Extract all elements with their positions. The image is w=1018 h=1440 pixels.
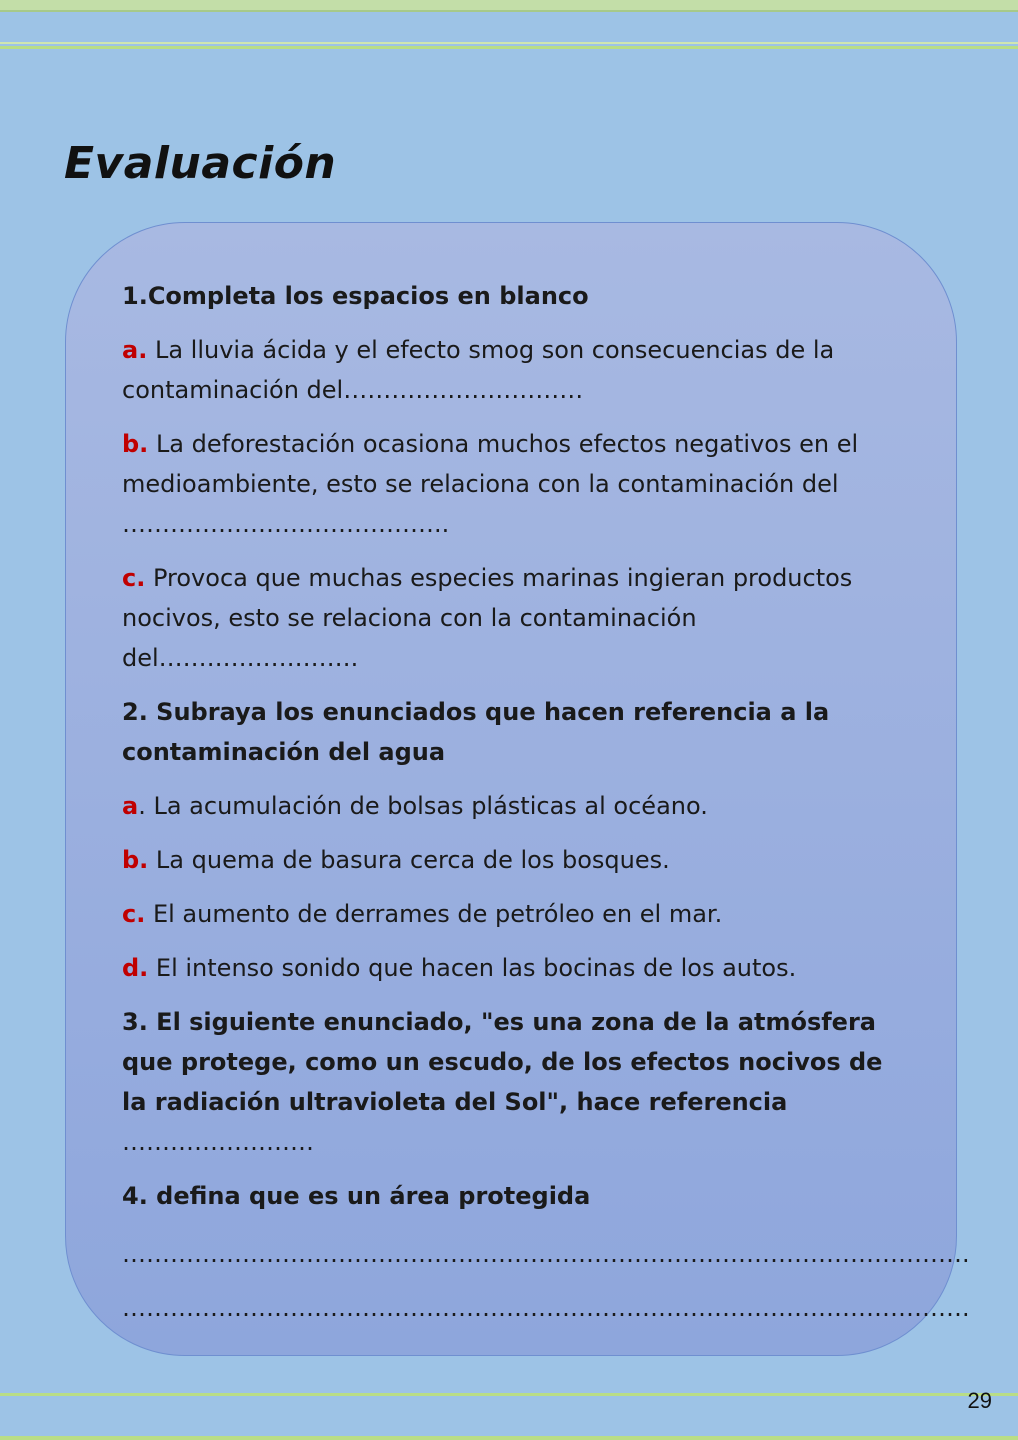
- item-text: La quema de basura cerca de los bosques.: [148, 846, 670, 874]
- answer-blank: ……………………: [122, 1128, 314, 1156]
- item-letter: b.: [122, 430, 149, 458]
- question-1a: [122, 330, 902, 410]
- item-letter: b.: [122, 846, 149, 874]
- evaluation-content: [122, 276, 970, 1342]
- bottom-divider-line: [0, 1393, 1018, 1396]
- question-4-title: 4. defina que es un área protegida: [122, 1182, 591, 1210]
- item-letter: a: [122, 792, 139, 820]
- item-text: El intenso sonido que hacen las bocinas de los autos.: [148, 954, 797, 982]
- question-3-title: 3. El siguiente enunciado, "es una zona de la atmósfera que protege, como un escudo, de los efectos nocivos de la radiación ultravioleta del Sol", hace referencia: [122, 1008, 883, 1116]
- item-text: Provoca que muchas especies marinas ingieran productos nocivos, esto se relaciona con la contaminación: [122, 564, 853, 632]
- item-text: La lluvia ácida y el efecto smog son consecuencias de la contaminación del…………………………: [122, 336, 835, 404]
- question-1-title: 1.Completa los espacios en blanco: [122, 282, 589, 310]
- answer-blank: …………………………………..: [122, 510, 450, 538]
- item-text: El aumento de derrames de petróleo en el mar.: [145, 900, 723, 928]
- page-title: Evaluación: [64, 138, 337, 189]
- bottom-border-strip: [0, 1436, 1018, 1440]
- question-2-title: 2. Subraya los enunciados que hacen referencia a la contaminación del agua: [122, 698, 830, 766]
- question-2b: [122, 840, 902, 880]
- item-letter: d.: [122, 954, 149, 982]
- item-text: La deforestación ocasiona muchos efectos negativos en el medioambiente, esto se relaciona con la contaminación del: [122, 430, 859, 498]
- answer-line-1: …………………………………………………………………………………………….: [122, 1240, 970, 1268]
- item-letter: c.: [122, 564, 146, 592]
- top-border-strip: [0, 0, 1018, 12]
- question-3: [122, 1002, 902, 1162]
- answer-line-2: …………………………………………………………………………………………….: [122, 1294, 970, 1322]
- question-2d: [122, 948, 902, 988]
- answer-blank: del…………………….: [122, 644, 359, 672]
- item-letter: c.: [122, 900, 146, 928]
- item-letter: a.: [122, 336, 148, 364]
- question-1b: [122, 424, 902, 544]
- question-2c: [122, 894, 902, 934]
- question-2a: [122, 786, 902, 826]
- page-number: 29: [967, 1388, 992, 1413]
- question-1c: [122, 558, 902, 678]
- top-divider-line: [0, 42, 1018, 44]
- item-text: . La acumulación de bolsas plásticas al océano.: [138, 792, 708, 820]
- top-divider-line-2: [0, 46, 1018, 49]
